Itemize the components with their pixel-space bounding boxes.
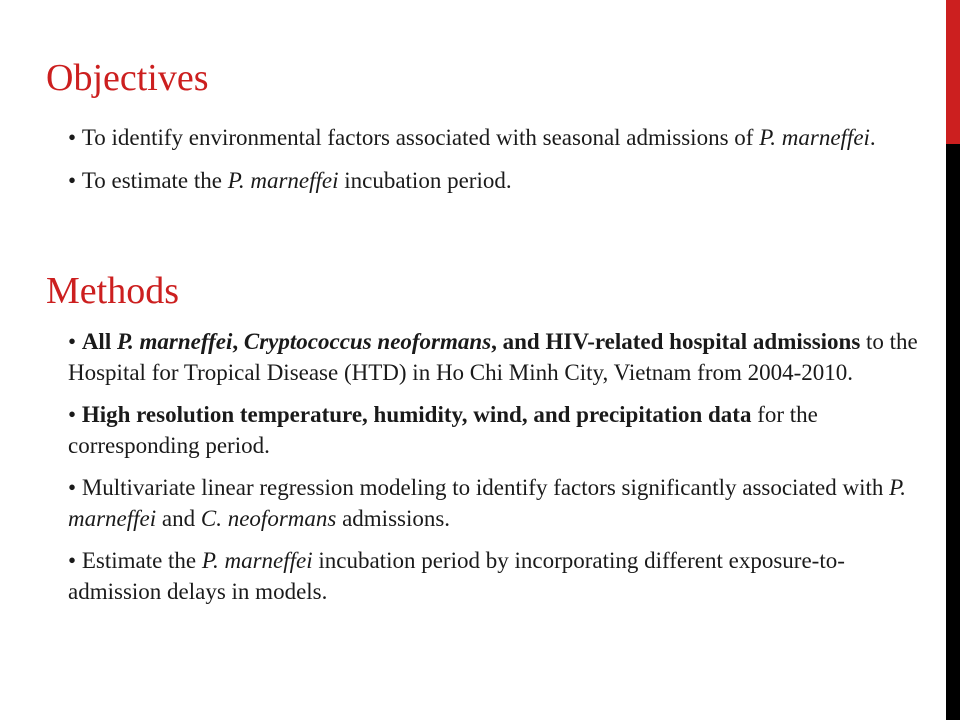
method-item: • High resolution temperature, humidity, wind, and precipitation data for the corresponding period. bbox=[68, 399, 918, 461]
bullet-icon bbox=[68, 402, 82, 427]
objectives-list bbox=[68, 122, 918, 208]
method-item: • Estimate the P. marneffei incubation period by incorporating different exposure-to-admission delays in models. bbox=[68, 545, 918, 607]
methods-heading: Methods bbox=[46, 270, 179, 312]
method-item: • All P. marneffei, Cryptococcus neoformans, and HIV-related hospital admissions to the Hospital for Tropical Disease (HTD) in Ho Chi Minh City, Vietnam from 2004-2010. bbox=[68, 326, 918, 388]
side-accent-red bbox=[946, 0, 960, 144]
objective-item: • To identify environmental factors associated with seasonal admissions of P. marneffei. bbox=[68, 122, 918, 153]
bullet-icon bbox=[68, 329, 82, 354]
bullet-icon bbox=[68, 168, 82, 193]
objective-item: • To estimate the P. marneffei incubation period. bbox=[68, 165, 918, 196]
bullet-icon bbox=[68, 548, 82, 573]
method-item: • Multivariate linear regression modeling to identify factors significantly associated with P. marneffei and C. neoformans admissions. bbox=[68, 472, 918, 534]
bullet-icon bbox=[68, 125, 82, 150]
side-decoration-bar bbox=[946, 0, 960, 720]
methods-list bbox=[68, 326, 918, 618]
bullet-icon bbox=[68, 475, 82, 500]
objectives-heading: Objectives bbox=[46, 57, 209, 99]
